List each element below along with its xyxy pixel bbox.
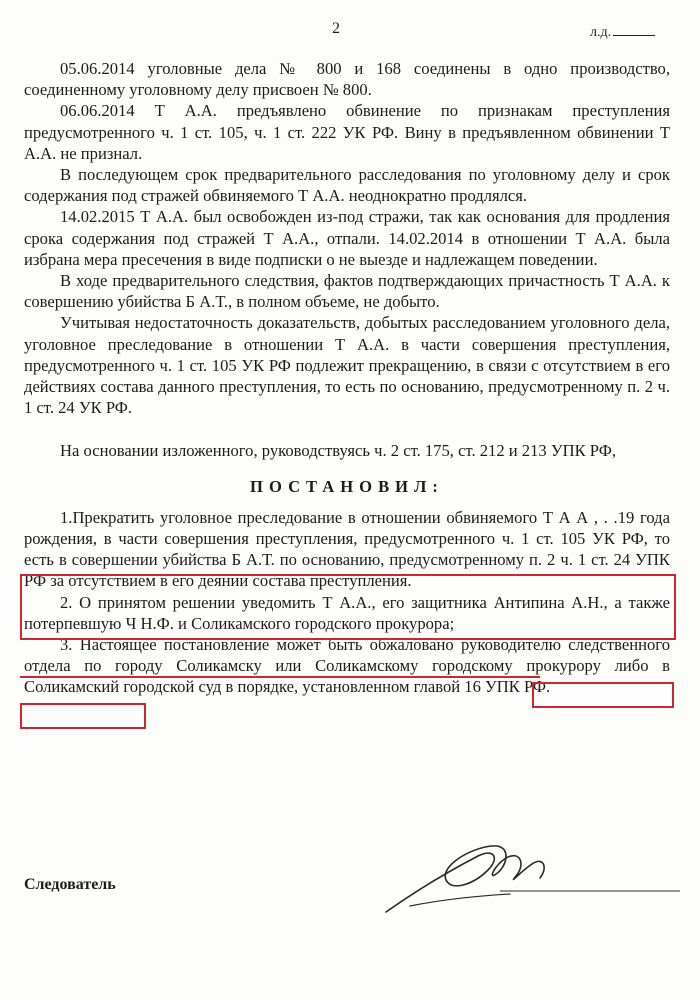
paragraph-term-extension: В последующем срок предварительного расследования по уголовному делу и срок содержания под стражей обвиняемого Т А.А. неоднократно продлялся. xyxy=(24,165,670,206)
page-number: 2 xyxy=(332,20,340,37)
paragraph-basis: На основании изложенного, руководствуясь ч. 2 ст. 175, ст. 212 и 213 УПК РФ, xyxy=(60,441,616,461)
resolution-item-2: 2. О принятом решении уведомить Т А.А., его защитника Антипина А.Н., а также потерпевшую Ч Н.Ф. и Соликамского городского прокурора; xyxy=(24,592,670,633)
resolution-item-3: 3. Настоящее постановление может быть обжаловано руководителю следственного отдела по городу Соликамску или Соликамскому городскому прокурору либо в Соликамский городской суд в порядке, установленном главой 16 УПК РФ. xyxy=(24,635,670,697)
paragraph-release: 14.02.2015 Т А.А. был освобожден из-под стражи, так как основания для продления срока содержания под стражей Т А.А., отпали. 14.02.2014 в отношении Т А.А. была избрана мера пресечения в виде подписки о не выезде и надлежащем поведении. xyxy=(24,207,670,269)
paragraph-merge: 05.06.2014 уголовные дела № 800 и 168 соединены в одно производство, соединенному уголовному делу присвоен № 800. xyxy=(24,59,670,100)
paragraph-insufficiency: Учитывая недостаточность доказательств, добытых расследованием уголовного дела, уголовное преследование в отношении Т А.А. в части совершения преступления, предусмотренного ч. 1 ст. 105 УК РФ подлежит прекращению, в связи с отсутствием в его действиях состава данного преступления, то есть по основанию, предусмотренному п. 2 ч. 1 ст. 24 УК РФ. xyxy=(24,313,670,418)
resolution-item-1: 1.Прекратить уголовное преследование в отношении обвиняемого Т А А , . .19 года рождения, в части совершения преступления, предусмотренного ч. 1 ст. 105 УК РФ, то есть в совершении убийства Б А.Т. по основанию, предусмотренному п. 2 ч. 1 ст. 24 УПК РФ за отсутствием в его деянии состава преступления. xyxy=(24,507,670,591)
resolution-heading: ПОСТАНОВИЛ: xyxy=(250,476,444,496)
paragraph-investigation: В ходе предварительного следствия, фактов подтверждающих причастность Т А.А. к совершению убийства Б А.Т., в полном объеме, не добыто. xyxy=(24,271,670,312)
paragraph-charge: 06.06.2014 Т А.А. предъявлено обвинение по признакам преступления предусмотренного ч. 1 ст. 105, ч. 1 ст. 222 УК РФ. Вину в предъявленном обвинении Т А.А. не признал. xyxy=(24,101,670,163)
signer-title: Следователь xyxy=(24,876,116,893)
folder-label-text: л.д. xyxy=(590,25,612,40)
